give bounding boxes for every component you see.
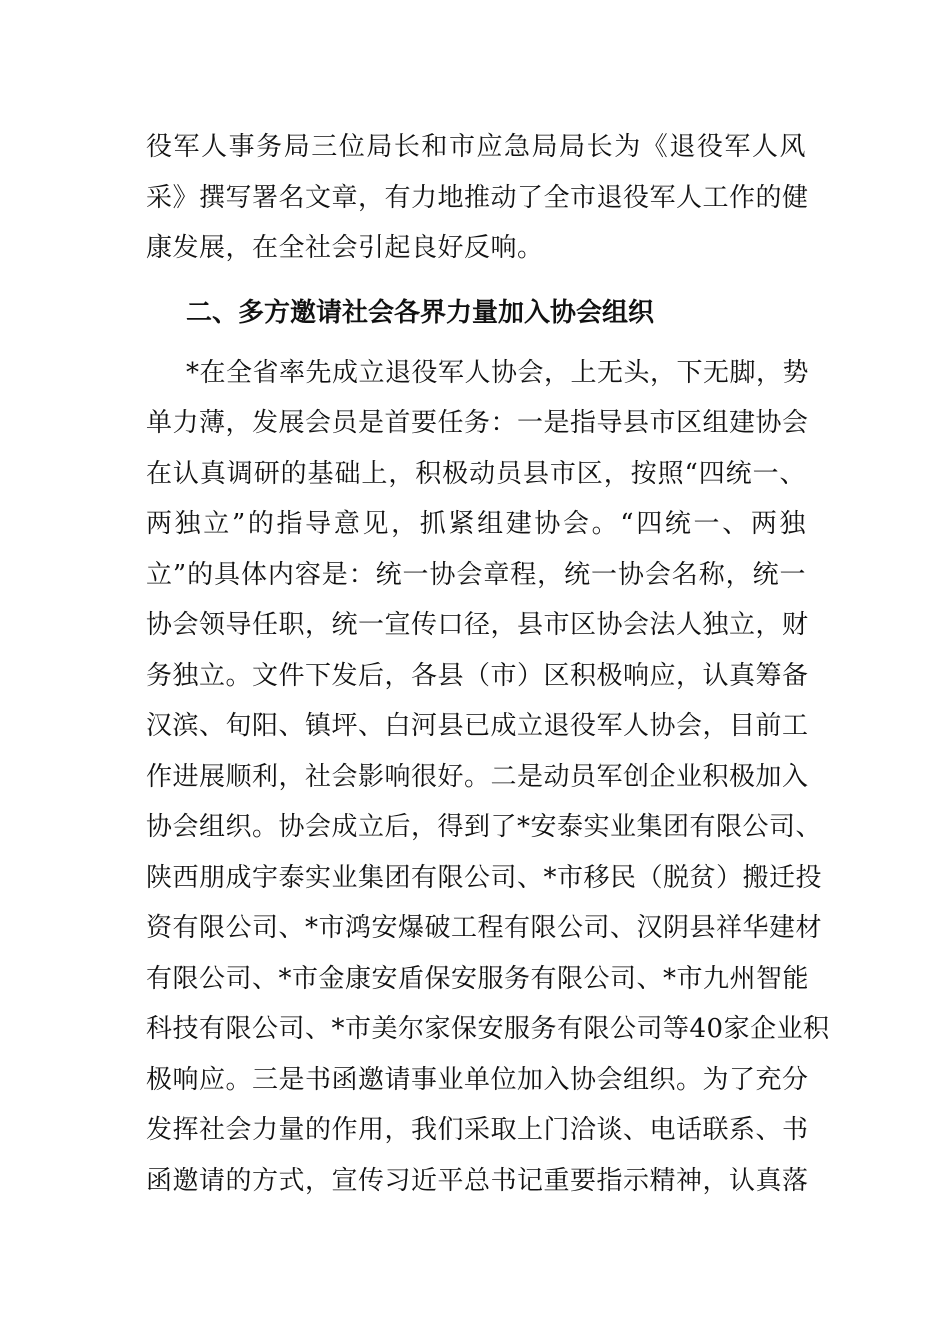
paragraph-continuation — [146, 122, 809, 274]
text-line: 汉滨、旬阳、镇坪、白河县已成立退役军人协会，目前工 — [146, 711, 809, 741]
text-line: 陕西朋成宇泰实业集团有限公司、*市移民（脱贫）搬迁投 — [146, 862, 823, 893]
text-line: 立”的具体内容是：统一协会章程，统一协会名称，统一 — [146, 559, 806, 590]
text-line: 发挥社会力量的作用，我们采取上门洽谈、电话联系、书 — [146, 1115, 809, 1145]
paragraph-body — [146, 348, 830, 1207]
section-heading: 二、多方邀请社会各界力量加入协会组织 — [186, 297, 655, 328]
text-line: 有限公司、*市金康安盾保安服务有限公司、*市九州智能 — [146, 963, 810, 994]
text-line: *在全省率先成立退役军人协会，上无头，下无脚，势 — [186, 357, 810, 388]
text-line: 科技有限公司、*市美尔家保安服务有限公司等40家企业积 — [146, 1014, 830, 1044]
text-line: 协会组织。协会成立后，得到了*安泰实业集团有限公司、 — [146, 812, 823, 842]
text-line: 函邀请的方式，宣传习近平总书记重要指示精神，认真落 — [146, 1165, 809, 1196]
text-line: 两独立”的指导意见，抓紧组建协会。“四统一、两独 — [146, 509, 806, 539]
text-line: 资有限公司、*市鸿安爆破工程有限公司、汉阴县祥华建材 — [146, 913, 823, 943]
text-line: 作进展顺利，社会影响很好。二是动员军创企业积极加入 — [146, 761, 809, 792]
text-line: 协会领导任职，统一宣传口径，县市区协会法人独立，财 — [146, 610, 809, 640]
text-line: 单力薄，发展会员是首要任务：一是指导县市区组建协会 — [146, 408, 809, 438]
text-line: 康发展，在全社会引起良好反响。 — [146, 233, 544, 263]
text-line: 在认真调研的基础上，积极动员县市区，按照“四统一、 — [146, 458, 806, 489]
document-body — [146, 122, 830, 1206]
text-line: 务独立。文件下发后，各县（市）区积极响应，认真筹备 — [146, 660, 809, 691]
text-line: 役军人事务局三位局长和市应急局局长为《退役军人风 — [146, 132, 806, 162]
text-line: 极响应。三是书函邀请事业单位加入协会组织。为了充分 — [146, 1064, 809, 1095]
text-line: 采》撰写署名文章，有力地推动了全市退役军人工作的健 — [146, 182, 809, 213]
